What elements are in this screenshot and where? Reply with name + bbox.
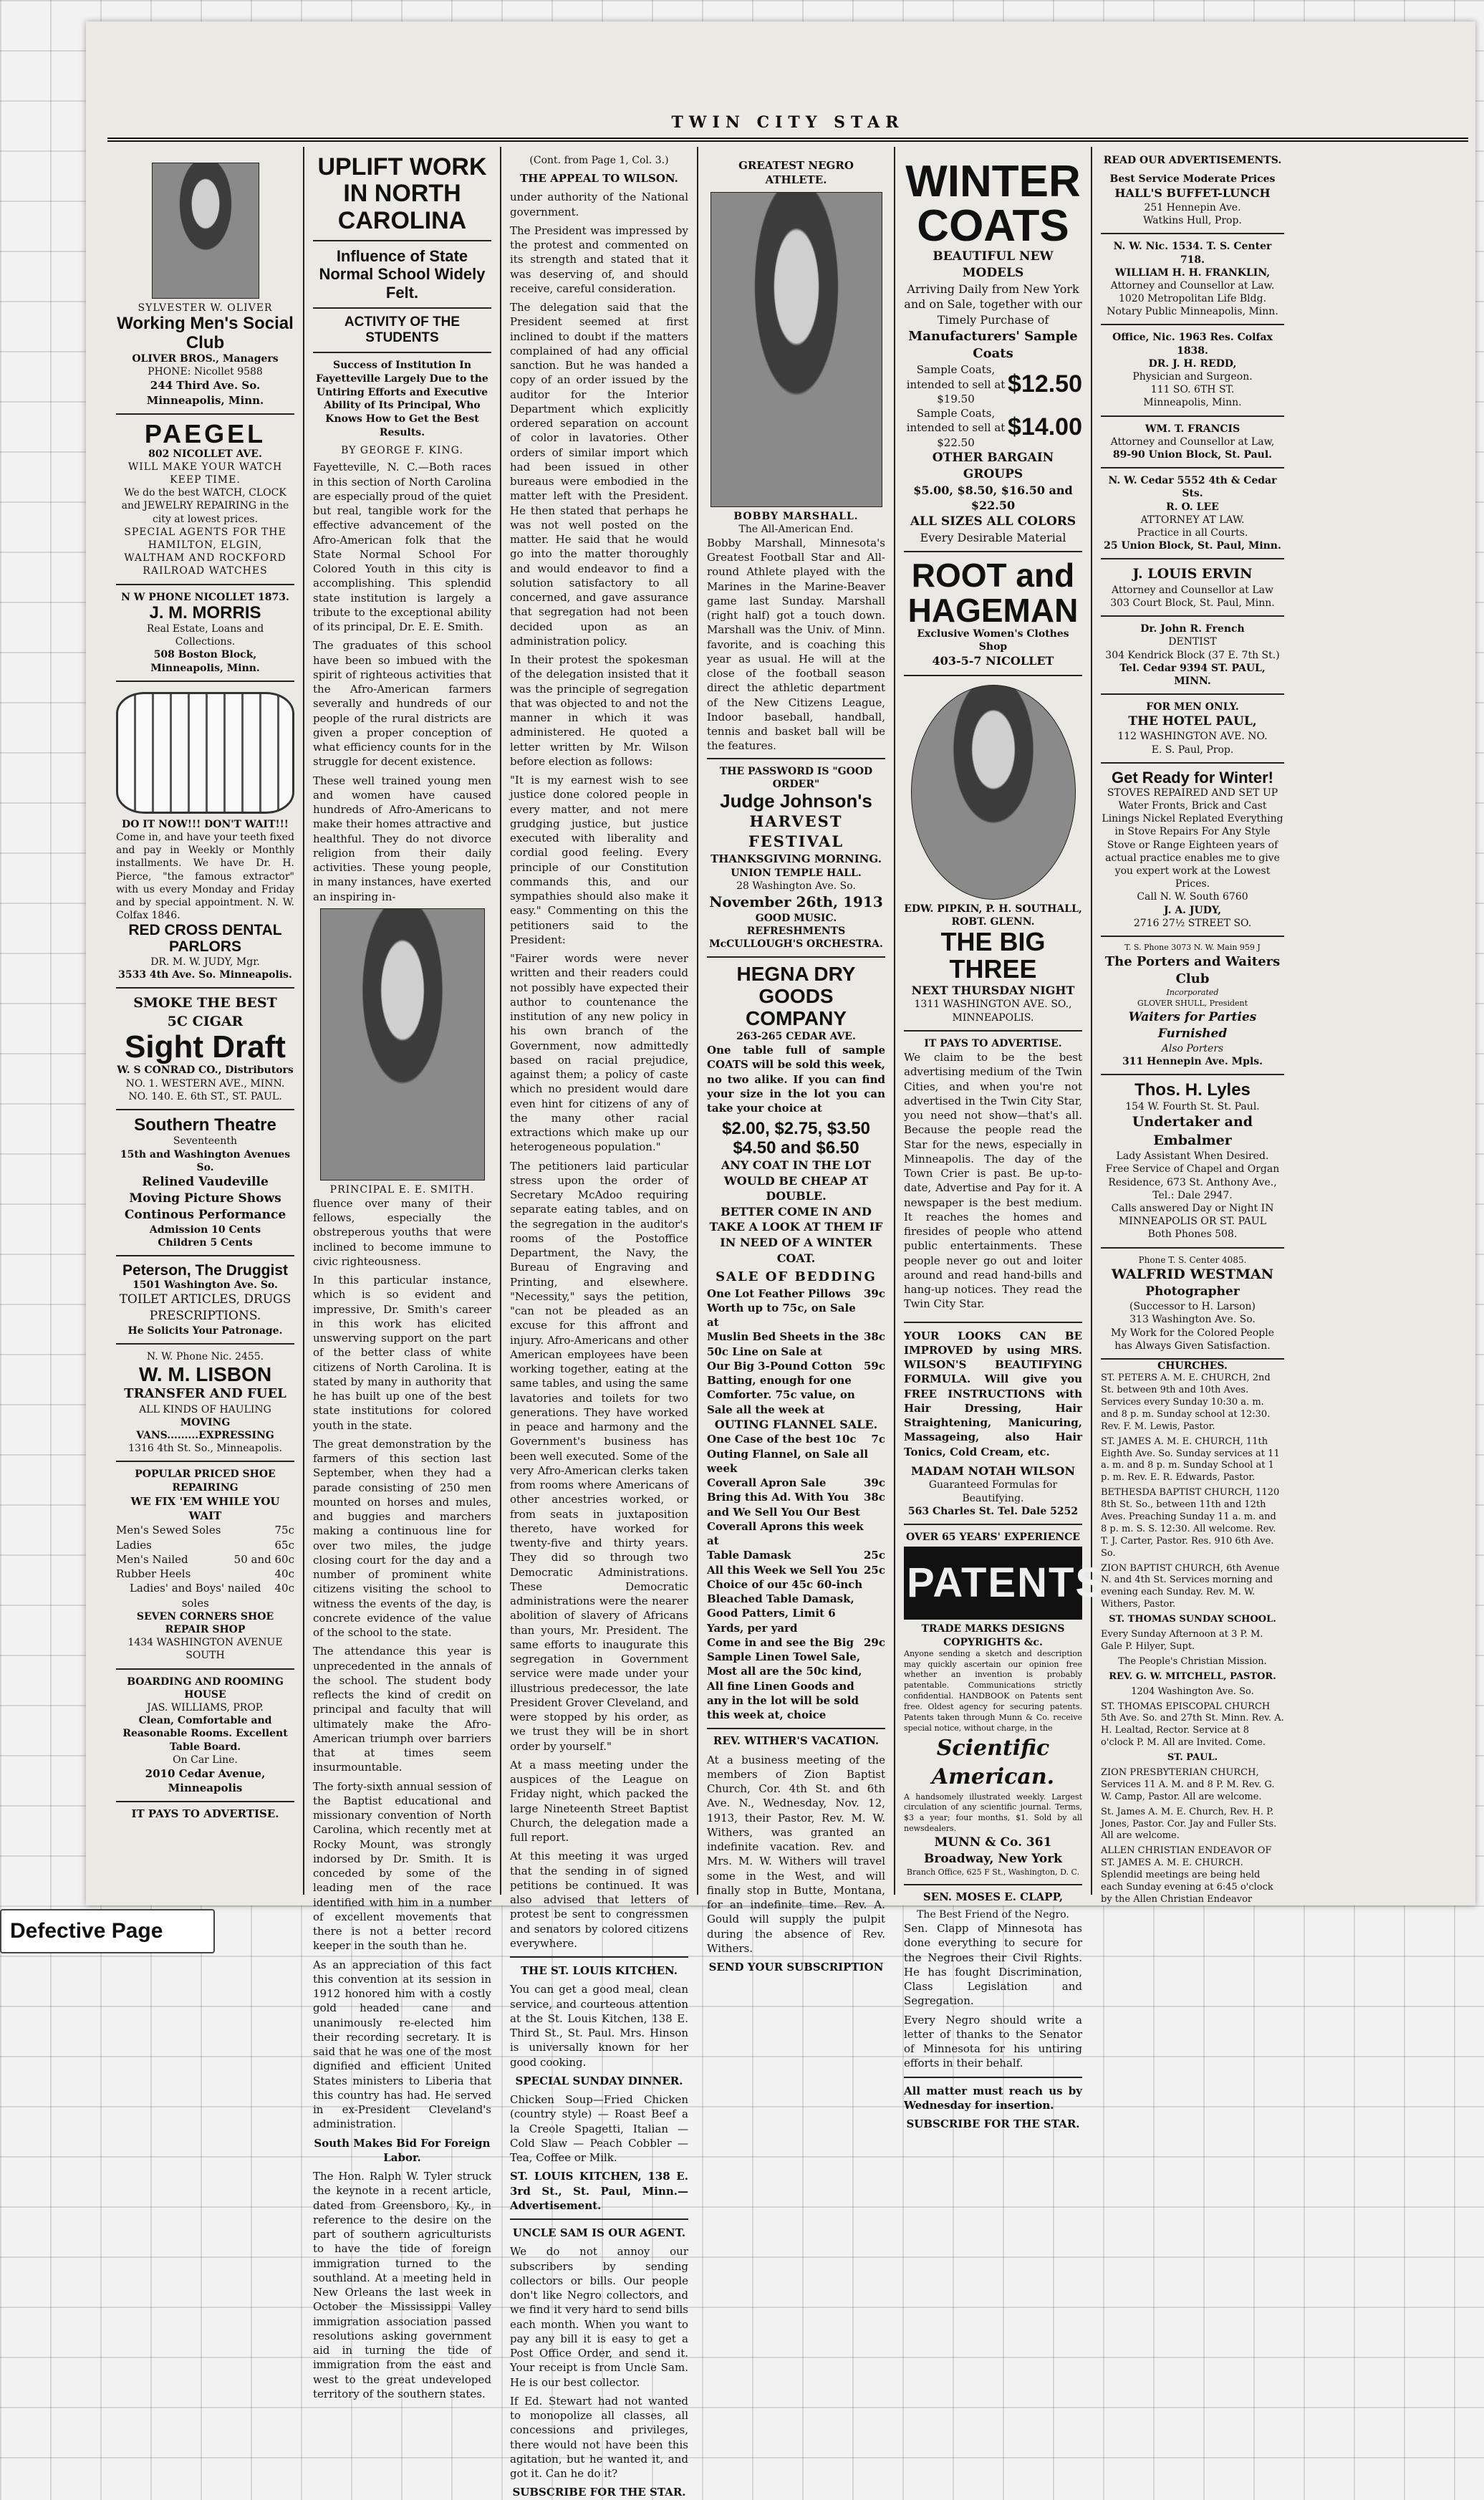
article-paragraph: "It is my earnest wish to see justice done colored people in every matter, and not mere grudging justice, but justice executed with liberality and cordial good feeling. Every principle of our Constitution commands this, and our sympathies should also make it easy." Commenting on this the petitioners said to the President: [510,774,688,946]
column-4 [698,147,895,1974]
flannel-title: OUTING FLANNEL SALE. [714,1417,878,1431]
big-three-title: THE BIG THREE [940,927,1046,984]
list-item: Muslin Bed Sheets in the 50c Line on Sale at 38c [707,1330,885,1358]
athlete-caption2: The All-American End. [738,523,854,535]
col5-footer: SUBSCRIBE FOR THE STAR. [906,2117,1080,2131]
francis-name: WM. T. FRANCIS [1145,423,1240,435]
uplift-deck: Success of Institution In Fayetteville Largely Due to the Untiring Efforts and Executive Ability of Its Principal, Who Knows How to Get the Best Results. [316,359,488,439]
lee-line3: 25 Union Block, St. Paul, Minn. [1104,540,1281,552]
churches-title: CHURCHES. [1157,1360,1228,1372]
list-item: The People's Christian Mission. [1118,1655,1267,1667]
list-item: One Lot Feather Pillows Worth up to 75c, on Sale at 39c [707,1287,885,1330]
french-line2: 304 Kendrick Block (37 E. 7th St.) [1105,649,1280,661]
flannel-list [707,1432,885,1722]
ervin-line1: Attorney and Counsellor at Law [1112,584,1273,596]
lyles-line6: Both Phones 508. [1147,1229,1238,1241]
druggist-name: Peterson, The Druggist [122,1262,289,1279]
hall-line1: Best Service Moderate Prices [1109,173,1276,186]
big-three-line1: NEXT THURSDAY NIGHT [911,983,1075,997]
oliver-address: 244 Third Ave. So. Minneapolis, Minn. [146,379,264,407]
druggist-line1: TOILET ARTICLES, DRUGS PRESCRIPTIONS. [119,1292,292,1324]
judy-title: Get Ready for Winter! [1112,768,1273,787]
stewart-paragraph: If Ed. Stewart had not wanted to monopolize all classes, all concessions and privileges, there would not have been this agitation, but he wanted it, and got it. Can he do it? [510,2394,688,2481]
festival-title: HARVEST FESTIVAL [748,812,844,850]
redd-line1: Physician and Surgeon. [1132,371,1253,383]
lyles-line1: Undertaker and Embalmer [1132,1113,1253,1148]
cigar-address1: NO. 1. WESTERN AVE., MINN. [125,1077,285,1090]
athlete-title: GREATEST NEGRO ATHLETE. [738,159,854,187]
munn-branch: Branch Office, 625 F St., Washington, D. C. [906,1867,1080,1877]
divider [904,2077,1082,2078]
shoe-subtitle: WE FIX 'EM WHILE YOU WAIT [130,1494,280,1523]
franklin-phone: N. W. Nic. 1534. T. S. Center 718. [1113,241,1272,266]
hegna-p1: One table full of sample COATS will be sold this week, no two alike. If you can find your size in the lot you can take your choice at [707,1044,885,1115]
theatre-line6: Admission 10 Cents [149,1223,261,1236]
lee-ad [1101,468,1284,559]
lyles-line5: Calls answered Day or Night IN MINNEAPOLIS OR ST. PAUL [1111,1202,1274,1228]
francis-ad [1101,417,1284,469]
article-paragraph: The petitioners laid particular stress upon the order of Secretary McAdoo requiring separate eating tables, and on the segregation in the auditor's rooms of the Postoffice Department, the Navy, the Bureau of Engraving and Printing, and elsewhere. "Necessity," says the petition, "can not be pleaded as an excuse for this affront and injury. Afro-Americans and other American employees have been working together, eating at the same tables, and using the same lavatories and toilets for two generations. They have worked in peace and harmony and the Government's business has been well executed. Some of the very Afro-American clerks taken from rooms where Americans of other ancestries worked, or from seats in juxtaposition thereto, have worked for twenty-five and thirty years. They did so through two Democratic Administrations. These Democratic administrations were the nearer abolition of slavery of Africans than yours, Mr. President. The same efforts to inaugurate this segregation in Government service were made under your illustrious predecessor, the late President Grover Cleveland, and were stopped by his order, as we trust they will be in short order by yourself." [510,1159,688,1753]
ervin-name: J. LOUIS ERVIN [1132,566,1253,582]
lisbon-line1: TRANSFER AND FUEL [124,1386,286,1402]
theatre-line4: Moving Picture Shows [129,1191,281,1206]
theatre-line2: 15th and Washington Avenues So. [120,1148,291,1173]
hegna-p2: ANY COAT IN THE LOT WOULD BE CHEAP AT DOUBLE. [721,1158,872,1203]
kitchen-address: ST. LOUIS KITCHEN, 138 E. 3rd St., St. Paul, Minn.—Advertisement. [510,2170,688,2212]
wilson-address: 563 Charles St. Tel. Dale 5252 [907,1505,1079,1517]
paegel-line2: We do the best WATCH, CLOCK and JEWELRY REPAIRING in the city at lowest prices. [121,487,289,525]
paul-name: THE HOTEL PAUL, [1128,714,1257,729]
coats-title: WINTER COATS [905,157,1081,251]
article-paragraph: In their protest the spokesman of the delegation insisted that it was the principle of segregation that was objected to and not the manner in which it was administered. He quoted a letter written by Mr. Wilson before election as follows: [510,653,688,768]
ervin-line2: 303 Court Block, St. Paul, Minn. [1110,597,1275,610]
festival-line1: THANKSGIVING MORNING. [710,852,882,866]
column-3 [501,147,698,2499]
patents-experience: OVER 65 YEARS' EXPERIENCE [906,1531,1080,1543]
druggist-ad [116,1256,294,1345]
morris-ad [116,585,294,682]
shoe-shop-name: SEVEN CORNERS SHOE REPAIR SHOP [136,1610,274,1636]
redd-phone: Office, Nic. 1963 Res. Colfax 1838. [1112,332,1273,357]
list-item: Our Big 3-Pound Cotton Batting, enough for one Comforter. 75c value, on Sale all the week at 59c [707,1359,885,1416]
patents-body2: A handsomely illustrated weekly. Largest circulation of any scientific journal. Terms, $3 a year; four months, $1. Sold by all newsdealers. [904,1792,1082,1834]
list-item: Table Damask 25c [707,1549,885,1562]
clapp-p1: Sen. Clapp of Minnesota has done everything to secure for the Negroes their Civil Rights. He has fought Discrimination, Class Legislation and Segregation. [904,1922,1082,2008]
porters-line1: Waiters for Parties Furnished [1128,1010,1257,1042]
coats-line6: ALL SIZES ALL COLORS [910,514,1076,529]
lisbon-name: W. M. LISBON [138,1362,272,1385]
column-5 [895,147,1105,2131]
lisbon-line2: ALL KINDS OF HAULING [139,1403,271,1415]
continued-note: (Cont. from Page 1, Col. 3.) [529,155,669,166]
hegna-name: HEGNA DRY GOODS COMPANY [736,963,856,1030]
porters-president: GLOVER SHULL, President [1137,999,1248,1009]
church-list [1101,1372,1284,1906]
porters-name: The Porters and Waiters Club [1104,953,1281,987]
winter-coats-ad [904,154,1082,552]
francis-line2: 89-90 Union Block, St. Paul. [1112,448,1273,461]
article-paragraph: As an appreciation of this fact this convention at its session in 1912 honored him with a costly gold headed cane and unanimously re-elected him their recording secretary. It is said that he was one of the most dignified and efficient United States ministers to Liberia that this country has had. He served in ex-President Cleveland's administration. [313,1958,491,2131]
boarding-ad [116,1670,294,1803]
lee-line1: ATTORNEY AT LAW. [1140,514,1245,526]
column-1 [107,147,304,1895]
cigar-line2: 5C CIGAR [167,1013,244,1029]
list-item: Come in and see the Big Sample Linen Towel Sale, Most all are the 50c kind, All fine Linen Goods and any in the lot will be sold this week at, choice 29c [707,1635,885,1722]
patents-ad [904,1525,1105,1885]
article-paragraph: fluence over many of their fellows, especially the obstreperous youths that were inclined to become immune to civic righteousness. [313,1196,491,1268]
coats-line3: Manufacturers' Sample Coats [908,328,1078,361]
dental-address: 3533 4th Ave. So. Minneapolis. [118,968,292,981]
shoe-item: Men's Sewed Soles 75c [116,1524,294,1537]
french-name: Dr. John R. French [1140,623,1245,635]
rh-name: ROOT and HAGEMAN [907,557,1079,629]
cigar-ad [116,989,294,1110]
lisbon-line3: MOVING VANS.........EXPRESSING [136,1416,274,1442]
shoe-title: POPULAR PRICED SHOE REPAIRING [135,1468,276,1494]
hegna-p3: BETTER COME IN AND TAKE A LOOK AT THEM IF IN NEED OF A WINTER COAT. [709,1204,883,1265]
shoe-item: Men's Nailed 50 and 60c [116,1552,294,1566]
shoe-item: Ladies 65c [116,1538,294,1552]
westman-line3: 313 Washington Ave. So. [1129,1314,1256,1326]
boarding-title: BOARDING AND ROOMING HOUSE [127,1676,284,1701]
oliver-caption: SYLVESTER W. OLIVER [138,302,273,314]
uplift-headline: UPLIFT WORK IN NORTH CAROLINA [317,153,487,234]
dental-name: RED CROSS DENTAL PARLORS [128,922,282,956]
athlete-caption1: BOBBY MARSHALL. [733,510,859,522]
uncle-sam-title: UNCLE SAM IS OUR AGENT. [512,2226,686,2240]
westman-ad [1101,1249,1284,1360]
hegna-address: 263-265 CEDAR AVE. [736,1030,856,1042]
article-paragraph: The President was impressed by the protest and commented on its strength and stated that it was deserving of, and should receive, careful consideration. [510,223,688,295]
paegel-address: 802 NICOLLET AVE. [148,448,262,460]
lisbon-ad [116,1345,294,1462]
big-three-caption: EDW. PIPKIN, P. H. SOUTHALL, ROBT. GLENN. [904,903,1082,928]
big-three-line2: 1311 WASHINGTON AVE. SO., MINNEAPOLIS. [914,999,1072,1024]
list-item: ST. THOMAS SUNDAY SCHOOL. [1109,1614,1276,1625]
theatre-ad [116,1110,294,1256]
divider [510,1956,688,1958]
dental-ad [116,682,294,989]
dental-cta: DO IT NOW!!! DON'T WAIT!!! [122,818,289,830]
article-paragraph: The Hon. Ralph W. Tyler struck the keynote in a recent article, dated from Greensboro, Ky., in reference to the desire on the part of southern agriculturists to have the tide of foreign immigration turned to the southland. At a meeting held in New Orleans the last week in October the Mississippi Valley immigration association passed resolutions asking government aid in turning the tide of immigration from the east and west to the great undeveloped territory of the southern states. [313,2170,491,2400]
list-item: REV. G. W. MITCHELL, PASTOR. [1109,1670,1276,1682]
patents-title: PATENTS [904,1547,1082,1620]
coats-line2: Arriving Daily from New York and on Sale, together with our Timely Purchase of [904,282,1082,327]
lee-phone: N. W. Cedar 5552 4th & Cedar Sts. [1108,475,1277,500]
theatre-line3: Relined Vaudeville [142,1174,269,1189]
column-6 [1092,147,1293,1905]
oliver-phone: PHONE: Nicollet 9588 [148,366,263,378]
shoe-item: Ladies' and Boys' nailed soles 40c [129,1582,294,1610]
french-line3: Tel. Cedar 9394 ST. PAUL, MINN. [1119,662,1266,688]
redd-name: DR. J. H. REDD, [1148,357,1237,370]
theatre-name: Southern Theatre [134,1115,276,1135]
list-item: ST. THOMAS EPISCOPAL CHURCH 5th Ave. So. and 27th St. Minn. Rev. A. H. Lealtad, Rector. Service at 8 o'clock P. M. All are Invited. Come. [1101,1701,1284,1749]
paegel-line3: SPECIAL AGENTS FOR THE HAMILTON, ELGIN, WALTHAM AND ROCKFORD RAILROAD WATCHES [124,526,286,577]
westman-line1: Photographer [1145,1284,1240,1299]
lyles-line2: Lady Assistant When Desired. [1116,1150,1269,1163]
shoe-ad [116,1462,294,1669]
list-item: Every Sunday Afternoon at 3 P. M. Gale P. Hilyer, Supt. [1101,1629,1263,1652]
dental-manager: DR. M. W. JUDY, Mgr. [150,956,260,968]
franklin-line1: Attorney and Counsellor at Law. [1110,279,1275,292]
uplift-subhead-2: ACTIVITY OF THE STUDENTS [344,314,461,345]
smith-caption: PRINCIPAL E. E. SMITH. [329,1183,475,1196]
big-three-ad [904,676,1082,1032]
list-item: ST. JAMES A. M. E. CHURCH, 11th Eighth Ave. So. Sunday services at 11 a. m. and 8 p. m. Sunday School at 1 p. m. Rev. E. R. Edwards, Pastor. [1101,1436,1280,1484]
theatre-line5: Continous Performance [124,1207,286,1222]
coats-line7: Every Desirable Material [920,530,1066,544]
druggist-line2: He Solicits Your Patronage. [127,1325,283,1337]
divider [313,240,491,241]
porters-phone: T. S. Phone 3073 N. W. Main 959 J [1124,942,1261,952]
article-paragraph: These well trained young men and women have caused hundreds of Afro-Americans to make their homes attractive and healthful. They do not divorce religion from their daily activities. These young people, in many instances, have exerted an inspiring in- [313,774,491,903]
athlete-paragraph: Bobby Marshall, Minnesota's Greatest Football Star and All-round Athlete played with the Marines in the Marine-Beaver game last Sunday. Marshall (right half) got a touch down. Marshall was the Univ. of Minn. favorite, and is coaching this year as usual. He will at the close of the football season direct the athletic department of the New Citizens League, Indoor baseball, handball, tennis and basket ball will be the features. [707,536,885,753]
advertise-paragraph: We claim to be the best advertising medium of the Twin Cities, and when you're not advertised in the Twin City Star, you need not show—that's all. Because the people read the Star for the news, especially in Minneapolis. The day of the Town Crier is past. Be up-to-date, Advertise and Pay for it. A newspaper is the best medium. It reaches the homes and firesides of people who attend public entertainments. These people never go out and loiter around and read hand-bills and hang-up notices. They read the Twin City Star. [904,1051,1082,1311]
boarding-line1: Clean, Comfortable and Reasonable Rooms. Excellent Table Board. [122,1715,288,1753]
paul-prop: E. S. Paul, Prop. [1151,744,1234,756]
coat-price-row: Sample Coats, intended to sell at $22.50 $14.00 [906,407,1082,449]
article-paragraph: under authority of the National government. [510,191,688,218]
lyles-line3: Free Service of Chapel and Organ [1105,1163,1280,1176]
list-item: ZION PRESBYTERIAN CHURCH, Services 11 A. M. and 8 P. M. Rev. G. W. Camp, Pastor. All are welcome. [1101,1766,1275,1802]
westman-line2: (Successor to H. Larson) [1129,1301,1256,1313]
franklin-line2: 1020 Metropolitan Life Bldg. [1118,293,1267,305]
festival-line4: GOOD MUSIC. REFRESHMENTS [746,912,846,938]
list-item: ZION BAPTIST CHURCH, 6th Avenue N. and 4th St. Services morning and evening each Sunday. Rev. M. W. Withers, Pastor. [1101,1562,1280,1610]
patents-tm: TRADE MARKS DESIGNS COPYRIGHTS &c. [921,1623,1065,1648]
wilson-ad [904,1323,1082,1525]
wilson-name: MADAM NOTAH WILSON [910,1463,1076,1478]
judy-ad [1101,764,1284,937]
read-ads-banner: READ OUR ADVERTISEMENTS. [1103,155,1282,166]
boarding-address: 2010 Cedar Avenue, Minneapolis [145,1766,266,1795]
paegel-ad [116,415,294,585]
ervin-ad [1101,559,1284,617]
hegna-prices: $2.00, $2.75, $3.50 $4.50 and $6.50 [722,1119,870,1158]
uncle-sam-paragraph: We do not annoy our subscribers by sending collectors or bills. Our people don't like Negro collectors, and we find it very hard to send bills each month. When you want to pay any bill it is easy to get a Post Office Order, and send it. Your receipt is from Uncle Sam. He is our best collector. [510,2245,688,2389]
column-2 [304,147,501,2400]
list-item: ST. PETERS A. M. E. CHURCH, 2nd St. between 9th and 10th Aves. Services every Sunday 10:30 a. m. and 8 p. m. Sunday school at 12:30. Rev. F. M. Lewis, Pastor. [1101,1372,1271,1432]
hall-ad [1101,167,1284,234]
morris-desc: Real Estate, Loans and Collections. [146,623,264,648]
columns [107,147,1472,2499]
dental-body: Come in, and have your teeth fixed and pay in Weekly or Monthly installments. We have Dr. H. Pierce, "the famous extractor" with us every Monday and Friday and by special appointment. N. W. Colfax 1846. [116,832,294,922]
article-paragraph: The great demonstration by the farmers of this section last September, when they had a parade consisting of 250 men mounted on horses and mules, and buggies and marchers making a continuous line for over two miles, the judge closing court for the day and a number of prominent white citizens visiting the school to witness the events of the day, is concrete evidence of the value of the school to the state. [313,1437,491,1640]
paul-address: 112 WASHINGTON AVE. NO. [1117,731,1268,743]
paegel-line1: WILL MAKE YOUR WATCH KEEP TIME. [127,461,283,486]
divider [313,352,491,353]
list-item: ALLEN CHRISTIAN ENDEAVOR OF ST. JAMES A. M. E. CHURCH. Splendid meetings are being held each Sunday evening at 6:45 o'clock by the Allen Christian Endeavor [1101,1845,1273,1905]
lisbon-phone: N. W. Phone Nic. 2455. [146,1351,264,1363]
kitchen-paragraph: You can get a good meal, clean service, and courteous attention at the St. Louis Kitchen, 138 E. Third St., St. Paul. Mrs. Hinson is universally known for her good cooking. [510,1983,688,2069]
root-hageman-ad [904,552,1082,676]
oliver-title: Working Men's Social Club [117,314,294,352]
article-paragraph: "Fairer words were never written and their readers could not possibly have expected their author to countenance the institution of any new policy in his own branch of the Government, now admittedly based on racial prejudice, against them; a policy of caste which no president would dare even hint for citizens of any of the many other racial extractions which make up our heterogeneous population." [510,952,688,1154]
list-item: One Case of the best 10c Outing Flannel, on Sale all week 7c [707,1433,885,1475]
wilson-line1: Guaranteed Formulas for Beautifying. [928,1479,1058,1504]
lee-line2: Practice in all Courts. [1137,527,1248,539]
shoe-address: 1434 WASHINGTON AVENUE SOUTH [127,1637,283,1662]
list-item: ST. PAUL. [1167,1752,1218,1764]
coats-line1: BEAUTIFUL NEW MODELS [933,249,1054,280]
running-head: TWIN CITY STAR [107,113,1468,142]
divider [313,307,491,309]
morris-phone: N W PHONE NICOLLET 1873. [121,591,289,603]
hall-prop: Watkins Hull, Prop. [1143,215,1242,227]
festival-ad [707,758,885,958]
labor-subhead: South Makes Bid For Foreign Labor. [314,2136,491,2164]
redd-ad [1101,325,1284,416]
article-paragraph: In this particular instance, which is so evident and impressive, Dr. Smith's career in this work has elicited unswerving support on the part of the better class of white citizens of North Carolina. It is stated by many in authority that he has built up one of the best state institutions for colored youth in the state. [313,1274,491,1432]
franklin-line3: Notary Public Minneapolis, Minn. [1107,306,1278,318]
big-three-photo [911,685,1076,900]
judy-address: 2716 27½ STREET SO. [1133,917,1252,929]
festival-password: THE PASSWORD IS "GOOD ORDER" [719,765,873,790]
list-item: All this Week we Sell You Choice of our 45c 60-inch Bleached Table Damask, Good Patters, Limit 6 Yards, per yard 25c [707,1563,885,1635]
col1-footer: IT PAYS TO ADVERTISE. [131,1807,279,1821]
porters-ad [1101,937,1284,1075]
lisbon-address: 1316 4th St. So., Minneapolis. [128,1443,282,1455]
clapp-title: SEN. MOSES E. CLAPP, [922,1890,1064,1903]
french-ad [1101,617,1284,695]
cigar-distributor: W. S CONRAD CO., Distributors [117,1064,294,1077]
judy-call: Call N. W. South 6760 [1137,891,1248,903]
oliver-portrait [152,163,259,299]
dinner-title: SPECIAL SUNDAY DINNER. [515,2074,683,2087]
coats-line5: $5.00, $8.50, $16.50 and $22.50 [913,483,1073,513]
cigar-name: Sight Draft [125,1029,286,1065]
article-paragraph: The graduates of this school have been so imbued with the spirit of righteous activities that the Afro-American farmers severally and hundreds of our people of the rural districts are given a proper conception of what efficiency counts for in the struggle for decent existence. [313,639,491,769]
hall-name: HALL'S BUFFET-LUNCH [1114,186,1271,201]
article-paragraph: The forty-sixth annual session of the Baptist educational and missionary convention of North Carolina, which recently met at Rocky Mount, was strongly indorsed by Dr. Smith. It is conceded by some of the leading men of the race identified with him in a number of excellent movements that there is not a better record keeper in the south than he. [313,1779,491,1953]
patents-body: Anyone sending a sketch and description may quickly ascertain our opinion free whether an invention is probably patentable. Communications strictly confidential. HANDBOOK on Patents sent free. Oldest agency for securing patents. Patents taken through Munn & Co. receive special notice, without charge, in the [904,1648,1082,1733]
list-item: Bring this Ad. With You and We Sell You Our Best Coverall Aprons this week at 38c [707,1491,885,1548]
oliver-managers: OLIVER BROS., Managers [132,352,279,365]
druggist-address: 1501 Washington Ave. So. [132,1279,278,1292]
list-item: 1204 Washington Ave. So. [1131,1686,1254,1697]
advertise-title: IT PAYS TO ADVERTISE. [924,1037,1062,1049]
withers-paragraph: At a business meeting of the members of Zion Baptist Church, Cor. 4th St. and 6th Ave. N., Wednesday, Nov. 12, 1913, their Pastor, Rev. M. W. Withers, was granted an indefinite vacation. Rev. and Mrs. M. W. Withers will travel some in the West, and will finally stop in Butte, Montana, for an indefinite time. Rev. A. Gould will supply the pulpit during the absence of Rev. Withers. [707,1753,885,1955]
appeal-title: THE APPEAL TO WILSON. [520,172,678,186]
lyles-name: Thos. H. Lyles [1134,1080,1251,1100]
shoe-item: Rubber Heels 40c [116,1567,294,1581]
porters-inc: Incorporated [1166,988,1219,998]
hegna-ad [707,958,885,1729]
porters-address: 311 Hennepin Ave. Mpls. [1122,1056,1263,1068]
mail-notice: All matter must reach us by Wednesday for insertion. [904,2084,1082,2112]
boarding-line2: On Car Line. [173,1754,238,1766]
hall-address: 251 Hennepin Ave. [1144,201,1241,213]
uplift-byline: BY GEORGE F. KING. [341,445,463,457]
teeth-illustration [116,692,294,814]
coat-price-row: Sample Coats, intended to sell at $19.50 $12.50 [906,363,1082,405]
morris-name: J. M. MORRIS [149,602,261,622]
scientific-american-title: Scientific American. [931,1735,1055,1790]
festival-line3: 28 Washington Ave. So. [736,880,856,892]
shoe-price-list [116,1523,294,1610]
francis-line1: Attorney and Counsellor at Law, [1110,436,1275,448]
franklin-ad [1101,234,1284,325]
advertise-notice [904,1032,1082,1323]
cigar-address2: NO. 140. E. 6th ST., ST. PAUL. [128,1090,282,1102]
westman-phone: Phone T. S. Center 4085. [1138,1254,1247,1265]
westman-name: WALFRID WESTMAN [1111,1266,1274,1282]
uplift-subhead: Influence of State Normal School Widely Felt. [319,247,486,302]
redd-line3: Minneapolis, Minn. [1143,397,1242,409]
dinner-paragraph: Chicken Soup—Fried Chicken (country style) — Roast Beef a la Creole Spagetti, Italian — Cold Slaw — Peach Cobbler — Tea, Coffee or Milk. [510,2093,688,2165]
list-item: St. James A. M. E. Church, Rev. H. P. Jones, Pastor. Cor. Jay and Fuller Sts. All are welcome. [1101,1806,1277,1842]
judy-body: STOVES REPAIRED AND SET UP Water Fronts, Brick and Cast Linings Nickel Replated Everything in Stove Repairs For Any Style Stove or Range Eighteen years of actual practice enables me to give you expert work at the Lowest Prices. [1102,787,1283,890]
col4-footer: SEND YOUR SUBSCRIPTION [708,1961,884,1974]
festival-line2: UNION TEMPLE HALL. [731,867,862,879]
article-paragraph: The delegation said that the President seemed at first inclined to doubt if the matters complained of had any official sanction. But he was handed a copy of an order issued by the auditor for the Interior Department which explicitly ordered separation on account of color in lavatories. Other orders of similar import which had been issued in other bureaus were embodied in the matter left with the President. He then stated that perhaps he was not well posted on the matter. He said that he would go into the matter thoroughly and would endeavor to find a solution satisfactory to all concerned, and gave assurance that segregation had not been decided upon as an administration policy. [510,301,688,648]
french-line1: DENTIST [1168,636,1217,648]
cigar-line1: SMOKE THE BEST [133,994,277,1011]
porters-line2: Also Porters [1161,1042,1224,1054]
lyles-line4: Residence, 673 St. Anthony Ave., Tel.: Dale 2947. [1108,1176,1277,1201]
kitchen-title: THE ST. LOUIS KITCHEN. [521,1964,678,1978]
clapp-p2: Every Negro should write a letter of thanks to the Senator of Minnesota for his untiring efforts in their behalf. [904,2013,1082,2070]
article-paragraph: At a mass meeting under the auspices of the League on Friday night, which packed the large Nineteenth Street Baptist Church, the delegation made a full report. [510,1758,688,1845]
article-paragraph: At this meeting it was urged that the sending in of signed petitions be continued. It was also advised that letters of protest be sent to congressmen and senators by colored citizens everywhere. [510,1850,688,1950]
paegel-name: PAEGEL [144,418,266,448]
coats-line4: OTHER BARGAIN GROUPS [932,450,1054,481]
theatre-line1: Seventeenth [173,1135,237,1148]
paul-line1: FOR MEN ONLY. [1146,701,1239,713]
festival-name: Judge Johnson's [720,790,872,812]
westman-line4: My Work for the Colored People has Always Given Satisfaction. [1111,1327,1274,1352]
defective-page-label: Defective Page [0,1909,215,1953]
lyles-ad [1101,1075,1284,1248]
rh-line2: 403-5-7 NICOLLET [932,654,1054,668]
divider [510,2218,688,2220]
munn-name: MUNN & Co. 361 Broadway, New York [924,1835,1062,1866]
boarding-prop: JAS. WILLIAMS, PROP. [147,1701,264,1713]
rh-line1: Exclusive Women's Clothes Shop [917,628,1069,653]
list-item: Coverall Apron Sale 39c [707,1476,885,1490]
col3-footer: SUBSCRIBE FOR THE STAR. [512,2486,686,2499]
redd-line2: 111 SO. 6TH ST. [1150,384,1235,396]
lyles-address: 154 W. Fourth St. St. Paul. [1125,1100,1260,1112]
franklin-name: WILLIAM H. H. FRANKLIN, [1114,266,1271,279]
clapp-subtitle: The Best Friend of the Negro. [917,1908,1069,1920]
theatre-line7: Children 5 Cents [158,1236,253,1249]
festival-date: November 26th, 1913 [709,893,883,910]
list-item: BETHESDA BAPTIST CHURCH, 1120 8th St. So., between 11th and 12th Aves. Preaching Sunday 11 a. m. and 8 p. m. S. S. 12:30. All welcome. Rev. T. J. Carter, Pastor. Res. 910 6th Ave. So. [1101,1487,1280,1559]
article-paragraph: Fayetteville, N. C.—Both races in this section of North Carolina are especially proud of the quiet but real, tangible work for the effective advancement of the Afro-American folk that the State Normal School For Colored Youth in this city is accomplishing. This splendid state institution is largely a tribute to the exceptional ability of its principal, Dr. E. E. Smith. [313,461,491,634]
article-paragraph: The attendance this year is unprecedented in the annals of the school. The student body reflects the kind of credit on principal and faculty that will ultimately make the Afro-American triumph over barriers that at times seem insurmountable. [313,1645,491,1774]
oliver-ad [116,154,294,415]
morris-address: 508 Boston Block, Minneapolis, Minn. [150,649,260,674]
festival-line5: McCULLOUGH'S ORCHESTRA. [709,938,883,951]
lee-name: R. O. LEE [1166,501,1219,513]
bedding-title: SALE OF BEDDING [716,1269,877,1285]
marshall-photo [710,192,882,507]
judy-name: J. A. JUDY, [1164,904,1221,916]
hotel-paul-ad [1101,695,1284,764]
smith-portrait [320,908,485,1181]
bedding-list [707,1287,885,1417]
withers-title: REV. WITHER'S VACATION. [713,1734,880,1748]
wilson-paragraph: YOUR LOOKS CAN BE IMPROVED by using MRS. WILSON'S BEAUTIFYING FORMULA. Will give you FREE INSTRUCTIONS with Hair Dressing, Hair Straightening, Manicuring, Massageing, also Hair Tonics, Cold Cream, etc. [904,1329,1082,1458]
